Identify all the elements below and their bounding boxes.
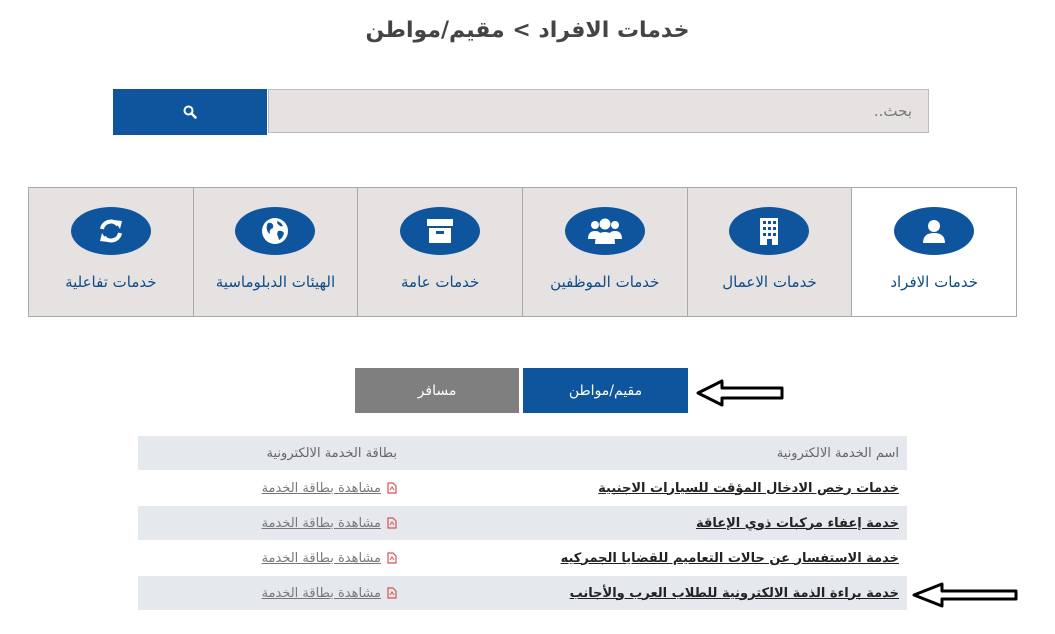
header-service-name: اسم الخدمة الالكترونية [776,445,899,461]
category-diplomatic[interactable] [193,187,359,317]
tab-resident-citizen[interactable]: مقيم/مواطن [523,368,688,413]
search-button[interactable] [113,89,267,135]
view-service-card-link[interactable]: مشاهدة بطاقة الخدمة [261,585,381,601]
search-bar [113,89,931,135]
pdf-icon [387,552,397,564]
view-service-card-link[interactable]: مشاهدة بطاقة الخدمة [261,515,381,531]
page-title: خدمات الافراد > مقيم/مواطن [365,18,690,43]
category-tiles [29,187,1017,317]
table-row [138,506,907,541]
pdf-icon [387,517,397,529]
building-icon [758,217,780,245]
service-link[interactable]: خدمات رخص الادخال المؤقت للسيارات الاجنبية [598,480,899,496]
search-icon [183,105,197,119]
category-individuals[interactable] [851,187,1017,317]
category-label: خدمات الموظفين [550,273,660,291]
category-general[interactable] [357,187,523,317]
left-arrow-annotation-icon [912,582,1018,608]
category-label: خدمات عامة [401,273,480,291]
user-icon [921,218,947,244]
pdf-icon [387,587,397,599]
category-interactive[interactable] [28,187,194,317]
services-table [138,436,907,611]
service-link[interactable]: خدمة إعفاء مركبات ذوي الإعاقة [695,515,899,531]
category-label: خدمات الافراد [890,273,978,291]
view-service-card-link[interactable]: مشاهدة بطاقة الخدمة [261,480,381,496]
category-employees[interactable] [522,187,688,317]
users-icon [587,217,623,245]
pdf-icon [387,482,397,494]
table-row [138,471,907,506]
service-link[interactable]: خدمة الاستفسار عن حالات التعاميم للقضايا الجمركيه [560,550,899,566]
globe-icon [261,217,289,245]
tab-traveler[interactable]: مسافر [355,368,519,413]
table-row [138,541,907,576]
view-service-card-link[interactable]: مشاهدة بطاقة الخدمة [261,550,381,566]
search-input[interactable] [268,89,929,133]
category-business[interactable] [687,187,853,317]
archive-icon [426,218,454,244]
table-header [138,436,907,471]
refresh-icon [97,217,125,245]
header-service-card: بطاقة الخدمة الالكترونية [266,445,397,461]
table-row [138,576,907,611]
category-label: الهيئات الدبلوماسية [215,273,336,291]
category-label: خدمات تفاعلية [65,273,157,291]
category-label: خدمات الاعمال [722,273,817,291]
left-arrow-annotation-icon [696,378,784,408]
service-link[interactable]: خدمة براءة الذمة الالكترونية للطلاب العرب والأجانب [569,585,899,601]
